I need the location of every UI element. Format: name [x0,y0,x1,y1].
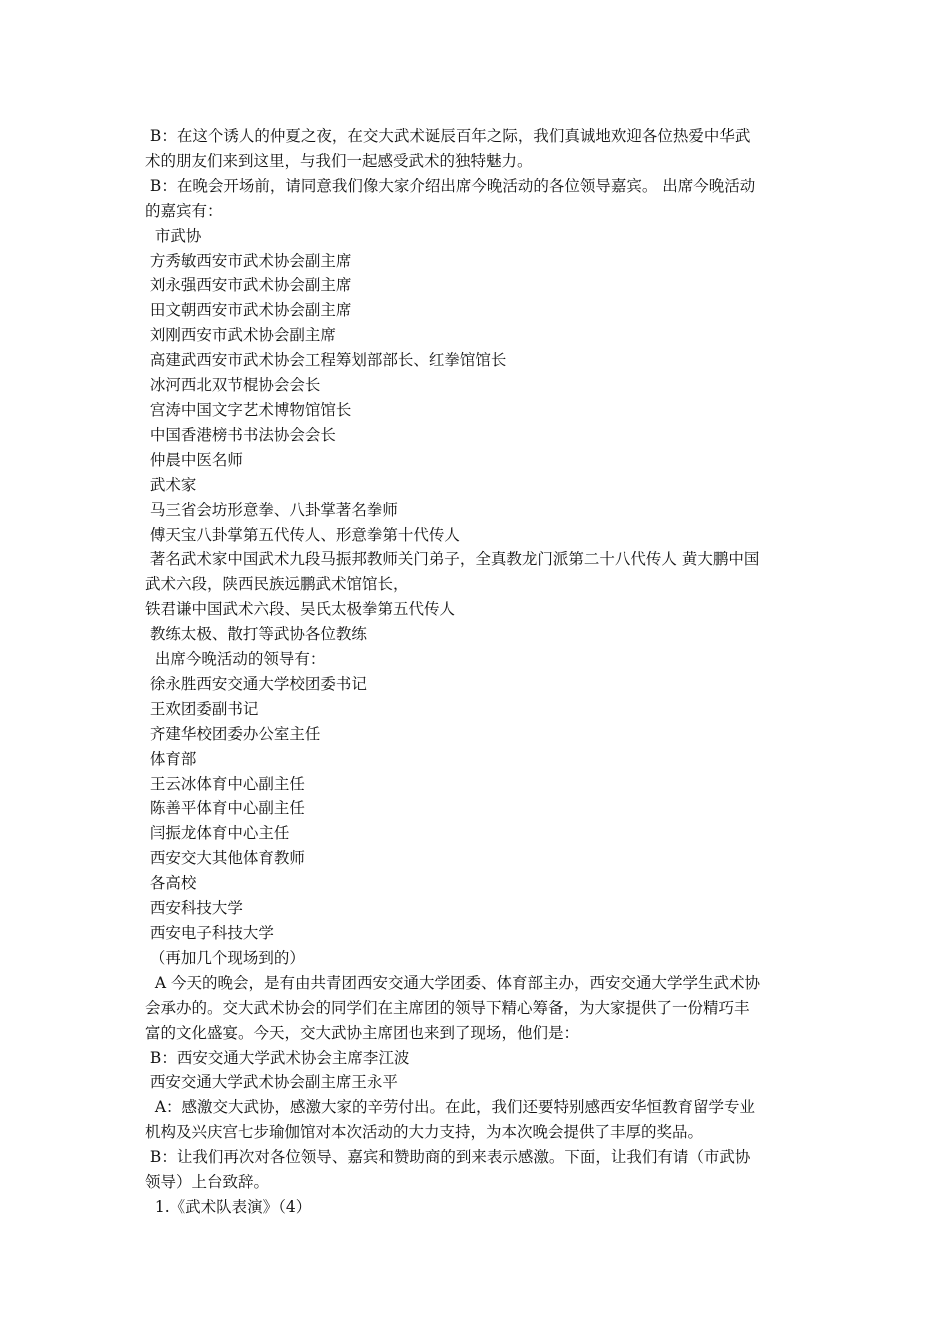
text-line: 西安交通大学武术协会副主席王永平 [145,1073,398,1092]
text-line: 中国香港榜书书法协会会长 [145,425,336,444]
text-line: 的嘉宾有： [145,201,223,220]
text-line: B：在这个诱人的仲夏之夜，在交大武术诞辰百年之际，我们真诚地欢迎各位热爱中华武 [145,127,751,145]
text-line: 机构及兴庆宫七步瑜伽馆对本次活动的大力支持，为本次晚会提供了丰厚的奖品。 [145,1123,704,1142]
text-line: 徐永胜西安交通大学校团委书记 [145,674,367,693]
text-line: （再加几个现场到的） [145,948,305,967]
text-line: 术的朋友们来到这里，与我们一起感受武术的独特魅力。 [145,151,533,170]
document-body [145,124,810,1220]
text-line: 1.《武术队表演》（4） [145,1197,312,1216]
text-line: B：在晚会开场前，请同意我们像大家介绍出席今晚活动的各位领导嘉宾。 出席今晚活动 [145,176,756,195]
text-line: B：西安交通大学武术协会主席李江波 [145,1048,410,1067]
text-line: 教练太极、散打等武协各位教练 [145,625,367,644]
text-line: B：让我们再次对各位领导、嘉宾和赞助商的到来表示感激。下面，让我们有请（市武协 [145,1148,751,1167]
text-line: 齐建华校团委办公室主任 [145,724,321,743]
text-line: 方秀敏西安市武术协会副主席 [145,251,352,270]
text-line: 富的文化盛宴。今天，交大武协主席团也来到了现场，他们是： [145,1023,580,1042]
text-line: 冰河西北双节棍协会会长 [145,376,321,395]
text-line: 傅天宝八卦掌第五代传人、形意拳第十代传人 [145,525,460,544]
text-line: A：感激交大武协，感激大家的辛劳付出。在此，我们还要特别感西安华恒教育留学专业 [145,1098,756,1117]
text-line: 武术六段，陕西民族远鹏武术馆馆长， [145,575,409,594]
text-line: 马三省会坊形意拳、八卦掌著名拳师 [145,500,398,519]
text-line: 铁君谦中国武术六段、吴氏太极拳第五代传人 [145,600,456,619]
text-line: 刘永强西安市武术协会副主席 [145,276,352,295]
text-line: 会承办的。交大武术协会的同学们在主席团的领导下精心筹备，为大家提供了一份精巧丰 [145,998,750,1017]
text-line: 仲晨中医名师 [145,450,243,469]
text-line: 武术家 [145,475,197,494]
text-line: 西安交大其他体育教师 [145,849,305,868]
text-line: 领导）上台致辞。 [145,1173,270,1192]
text-line: 高建武西安市武术协会工程筹划部部长、红拳馆馆长 [145,351,507,370]
text-line: 市武协 [145,226,202,245]
text-line: 西安电子科技大学 [145,924,274,942]
text-line: 宫涛中国文字艺术博物馆馆长 [145,400,352,419]
text-line: 田文朝西安市武术协会副主席 [145,301,352,320]
text-line: 王云冰体育中心副主任 [145,774,305,793]
text-line: 陈善平体育中心副主任 [145,799,305,818]
text-line: 闫振龙体育中心主任 [145,824,290,843]
text-line: 王欢团委副书记 [145,699,259,718]
text-line: 出席今晚活动的领导有： [145,650,326,669]
text-line: 著名武术家中国武术九段马振邦教师关门弟子，全真教龙门派第二十八代传人 黄大鹏中国 [145,550,760,569]
text-line: A 今天的晚会，是有由共青团西安交通大学团委、体育部主办，西安交通大学学生武术协 [145,973,760,992]
text-line: 体育部 [145,749,197,768]
text-line: 各高校 [145,874,197,893]
text-line: 刘刚西安市武术协会副主席 [145,326,336,345]
text-line: 西安科技大学 [145,899,243,918]
